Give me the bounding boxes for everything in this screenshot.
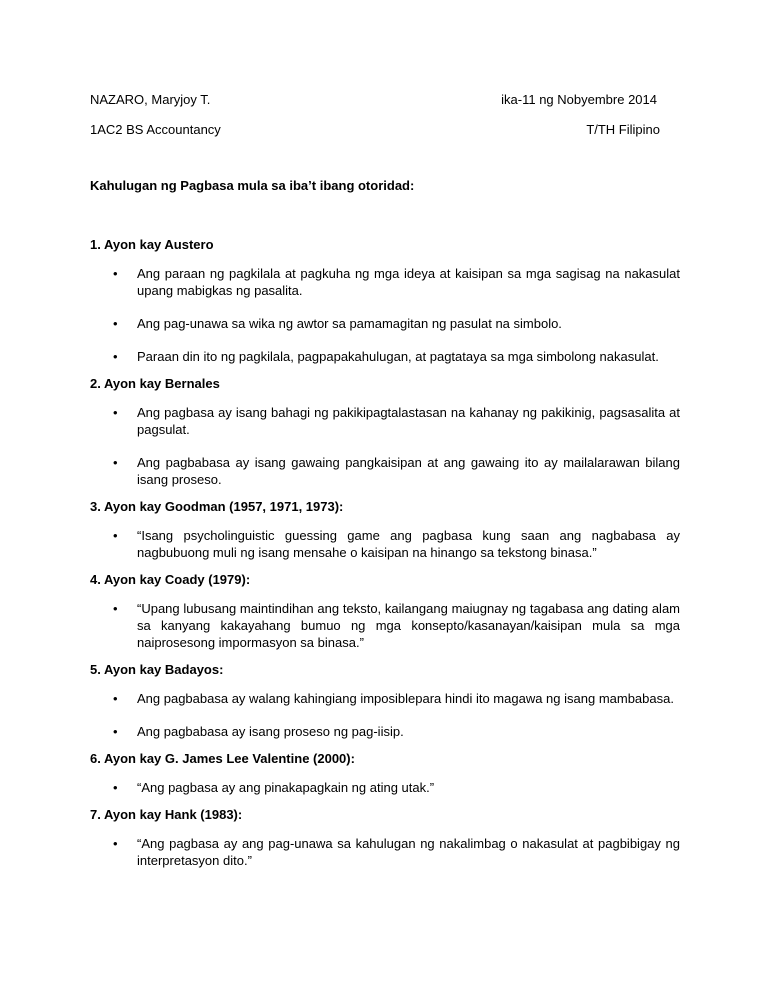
- section-heading: 1. Ayon kay Austero: [90, 237, 214, 252]
- student-section: 1AC2 BS Accountancy: [90, 122, 221, 137]
- list-item-text: Ang pagbabasa ay isang gawaing pangkaisipan at ang gawaing ito ay mailalarawan bilang isang proseso.: [137, 455, 680, 487]
- list-item-text: “Ang pagbasa ay ang pag-unawa sa kahulugan ng nakalimbag o nakasulat at pagbibigay ng interpretasyon dito.”: [137, 836, 680, 868]
- section-heading: 6. Ayon kay G. James Lee Valentine (2000):: [90, 751, 355, 766]
- section-7: [90, 806, 680, 869]
- list-item: [90, 265, 680, 299]
- section-2: [90, 375, 680, 488]
- list-item-text: “Upang lubusang maintindihan ang teksto, kailangang maiugnay ng tagabasa ang dating alam sa kanyang kakayahang bumuo ng mga konsepto/kasanayan/kaisipan mula sa mga naiprosesong impormasyon sa binasa.”: [137, 601, 680, 650]
- bullet-icon: •: [113, 601, 118, 616]
- bullet-icon: •: [113, 780, 118, 795]
- document-title: Kahulugan ng Pagbasa mula sa iba’t ibang otoridad:: [90, 178, 415, 193]
- bullet-list: [90, 600, 680, 651]
- section-6: [90, 750, 680, 796]
- header-row-1: [90, 92, 660, 110]
- bullet-list: [90, 779, 680, 796]
- list-item: [90, 600, 680, 651]
- subject-label: T/TH Filipino: [586, 122, 660, 137]
- bullet-icon: •: [113, 691, 118, 706]
- section-1: [90, 236, 680, 365]
- bullet-icon: •: [113, 266, 118, 281]
- section-5: [90, 661, 680, 740]
- list-item: [90, 527, 680, 561]
- list-item: [90, 315, 680, 332]
- bullet-icon: •: [113, 405, 118, 420]
- list-item: [90, 690, 680, 707]
- list-item-text: “Isang psycholinguistic guessing game ang pagbasa kung saan ang nagbabasa ay nagbubuong muli ng isang mensahe o kaisipan na hinango sa tekstong binasa.”: [137, 528, 680, 560]
- bullet-icon: •: [113, 455, 118, 470]
- section-heading: 5. Ayon kay Badayos:: [90, 662, 224, 677]
- list-item-text: Ang pagbabasa ay walang kahingiang imposiblepara hindi ito magawa ng isang mambabasa.: [137, 691, 674, 706]
- sections-container: [90, 236, 680, 879]
- section-heading: 3. Ayon kay Goodman (1957, 1971, 1973):: [90, 499, 344, 514]
- bullet-icon: •: [113, 316, 118, 331]
- bullet-icon: •: [113, 528, 118, 543]
- bullet-list: [90, 527, 680, 561]
- list-item-text: Ang pagbasa ay isang bahagi ng pakikipagtalastasan na kahanay ng pakikinig, pagsasalita at pagsulat.: [137, 405, 680, 437]
- section-4: [90, 571, 680, 651]
- bullet-icon: •: [113, 349, 118, 364]
- list-item-text: Paraan din ito ng pagkilala, pagpapakahulugan, at pagtataya sa mga simbolong nakasulat.: [137, 349, 659, 364]
- bullet-list: [90, 690, 680, 740]
- list-item: [90, 723, 680, 740]
- document-date: ika-11 ng Nobyembre 2014: [501, 92, 657, 107]
- list-item-text: Ang paraan ng pagkilala at pagkuha ng mga ideya at kaisipan sa mga sagisag na nakasulat upang mabigkas ng pasalita.: [137, 266, 680, 298]
- list-item-text: Ang pagbabasa ay isang proseso ng pag-iisip.: [137, 724, 404, 739]
- student-name: NAZARO, Maryjoy T.: [90, 92, 211, 107]
- section-heading: 4. Ayon kay Coady (1979):: [90, 572, 251, 587]
- list-item-text: “Ang pagbasa ay ang pinakapagkain ng ating utak.”: [137, 780, 435, 795]
- list-item-text: Ang pag-unawa sa wika ng awtor sa pamamagitan ng pasulat na simbolo.: [137, 316, 562, 331]
- bullet-list: [90, 265, 680, 365]
- list-item: [90, 835, 680, 869]
- bullet-icon: •: [113, 836, 118, 851]
- bullet-list: [90, 404, 680, 488]
- list-item: [90, 404, 680, 438]
- bullet-icon: •: [113, 724, 118, 739]
- bullet-list: [90, 835, 680, 869]
- header-row-2: [90, 122, 660, 140]
- section-3: [90, 498, 680, 561]
- list-item: [90, 779, 680, 796]
- list-item: [90, 348, 680, 365]
- section-heading: 7. Ayon kay Hank (1983):: [90, 807, 243, 822]
- section-heading: 2. Ayon kay Bernales: [90, 376, 220, 391]
- list-item: [90, 454, 680, 488]
